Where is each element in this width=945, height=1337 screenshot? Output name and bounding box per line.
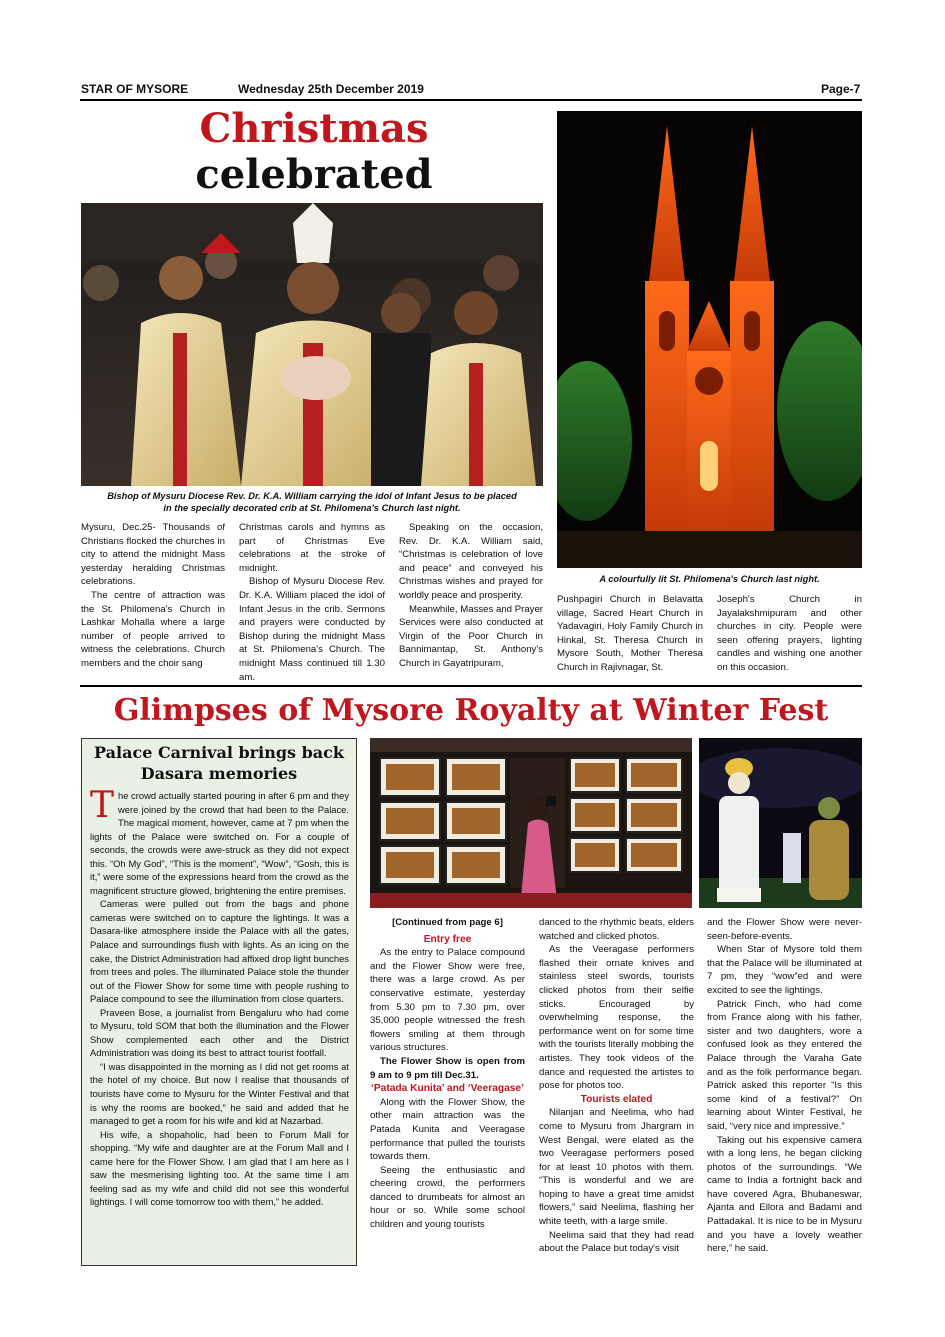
issue-date: Wednesday 25th December 2019 — [238, 82, 424, 96]
story1-c5-p1: Joseph's Church in Jayalakshmipuram and other churches in city. People were seen offering prayers, lighting candles and wishing one another on this occasion. — [717, 594, 862, 673]
palace-carnival-text — [90, 785, 349, 1209]
story2-column-2 — [370, 916, 525, 1232]
box-p2: Cameras were pulled out from the bags and phone cameras were switched on to capture the lightings. It was a Dasara-like atmosphere inside the Palace with all the gates, Palace and surroundings flush with lights. As an icing on the cake, the District Administration had affixed drop light bunches from trees and poles. The illuminated Palace stole the thunder out of the Flower Show for some time with people rushing to Palace compound to see the illumination from close quarters. — [90, 898, 349, 1005]
story2-c3-p1: danced to the rhythmic beats, elders watched and clicked photos. — [539, 917, 694, 942]
continued-note: [Continued from page 6] — [392, 917, 503, 928]
story1-c2-p1: Christmas carols and hymns as part of Christmas Eve celebrations at the stroke of midnight. — [239, 522, 385, 574]
tourists-subhead: Tourists elated — [580, 1093, 653, 1105]
story1-column-5 — [717, 593, 862, 675]
patada-subhead: ‘Patada Kunita’ and ‘Veeragase’ — [371, 1083, 524, 1095]
story2-c3-p2: As the Veeragase performers flashed their ornate knives and stainless steel swords, tourists clicked photos from their selfie sticks. Encouraged by overwhelming response, the performance went on for some time with the tourists literally mobbing the artistes. They took videos of the dance and requested the artistes to pose for photos too. — [539, 944, 694, 1092]
story2-c2-p2: Along with the Flower Show, the other main attraction was the Patada Kunita and Veeragase performance that pulled the tourists towards them. — [370, 1096, 525, 1163]
story2-c2-p3: Seeing the enthusiastic and cheering crowd, the performers danced to drumbeats for almost an hour or so. While some school children and young tourists — [370, 1164, 525, 1231]
story2-c2-p1: As the entry to Palace compound and the Flower Show were free, there was a large crowd. As per conservative estimate, yesterday from 5.30 pm to 7.30 pm, over 35,000 people witnessed the fresh flowers smiling at them through various structures. — [370, 947, 525, 1054]
story1-c2-p2: Bishop of Mysuru Diocese Rev. Dr. K.A. William placed the idol of Infant Jesus in the crib. Sermons and prayers were conducted by Bishop during the midnight Mass at St. Philomena's Church. The midnight Mass continued till 1.30 am. — [239, 576, 385, 683]
palace-carnival-title: Palace Carnival brings back Dasara memories — [94, 743, 344, 783]
box-p4: “I was disappointed in the morning as I did not get rooms at the hotel of my choice. But now I realise that thousands of tourists have come to Mysuru for the Winter Festival and that is why the rooms are booked,” he said and added that he managed to get a room for his wife and kid at Nazarbad. — [90, 1060, 349, 1127]
story1-c4-p1: Pushpagiri Church in Belavatta village, Sacred Heart Church in Yadavagiri, Holy Family Church in Hinkal, St. Theresa Church in Mysore South, Mother Theresa Church in Rajivnagar, St. — [557, 594, 703, 673]
box-p1: he crowd actually started pouring in after 6 pm and they were joined by the crowd that had been to the Palace. The magical moment, however, came at 7 pm when the lights of the Palace were switched on. For a couple of seconds, the crowds were awe-struck as they did not expect this. “Oh My God”, “This is the moment”, “Wow”, “Gosh, this is it,” were some of the expressions heard from the crowd as the magnificent structure glowed, brightening the entire premises. — [90, 790, 349, 896]
christmas-headline: Christmas celebrated — [195, 105, 433, 198]
box-p3: Praveen Bose, a journalist from Bengaluru who had come to Mysuru, told SOM that both the illumination and the Flower Show complemented each other and the District Administration was doing its best to attract tourist footfall. — [90, 1006, 349, 1059]
story2-c4-p4: Taking out his expensive camera with a long lens, he began clicking photos of the surroundings. “We came to India a fortnight back and have covered Agra, Bhubaneswar, Ajanta and Ellora and Badami and Pattadakal. It is nice to be in Mysuru and you have a lovely weather here,” he said. — [707, 1134, 862, 1255]
winter-fest-headline: Glimpses of Mysore Royalty at Winter Fest — [113, 693, 829, 728]
masthead-rule — [80, 99, 862, 101]
story1-c1-p1: Mysuru, Dec.25- Thousands of Christians flocked the churches in city to attend the midnight Mass yesterday heralding Christmas celebrations. — [81, 522, 225, 588]
story2-c4-p1: and the Flower Show were never-seen-before-events. — [707, 917, 862, 942]
flower-statue-photo — [699, 738, 862, 908]
photo-gallery-photo — [370, 738, 692, 908]
story1-c1-p2: The centre of attraction was the St. Philomena's Church in Lashkar Mohalla where a large number of people arrived to witness the celebrations. Church members and the choir sang — [81, 589, 225, 669]
story2-c3-p4: Neelima said that they had read about the Palace but today's visit — [539, 1229, 694, 1255]
story1-c3-p1: Speaking on the occasion, Rev. Dr. K.A. William said, “Christmas is celebration of love and peace” and conveyed his Christmas wishes and prayed for worldly peace and prosperity. — [399, 522, 543, 601]
story1-column-1 — [81, 521, 225, 671]
dropcap: T — [90, 785, 115, 826]
church-photo — [557, 111, 862, 568]
church-photo-caption: A colourfully lit St. Philomena's Church last night. — [599, 574, 820, 584]
story1-column-4 — [557, 593, 703, 675]
story2-column-4 — [707, 916, 862, 1256]
entry-free-subhead: Entry free — [423, 933, 472, 945]
story2-c4-p2: When Star of Mysore told them that the Palace will be illuminated at 7 pm, they “wow”ed and were excited to see the lightings. — [707, 944, 862, 996]
bishop-photo-caption: Bishop of Mysuru Diocese Rev. Dr. K.A. William carrying the idol of Infant Jesus to be placed in the specially decorated crib at St. Philomena's Church last night. — [107, 491, 517, 513]
story2-column-3 — [539, 916, 694, 1256]
story1-column-3 — [399, 521, 543, 671]
paper-name: STAR OF MYSORE — [81, 82, 189, 96]
story1-column-2 — [239, 521, 385, 684]
story2-c2-bold: The Flower Show is open from 9 am to 9 pm till Dec.31. — [370, 1055, 525, 1081]
box-p5: His wife, a shopaholic, had been to Forum Mall for shopping. “My wife and daughter are at the Forum Mall and I came here for the Flower Show. I am glad that I am here as I saw the mesmerising lighting too. At the same time I am feeling sad as my wife and child did not see this wonderful lightings. I will come tomorrow too with them,” he added. — [90, 1128, 349, 1208]
story2-c3-p3: Nilanjan and Neelima, who had come to Mysuru from Jhargram in West Bengal, were elated as the two Veeragase performers posed for at least 10 photos with them. “This is wonderful and we are hoping to have a great time amidst flowers,” said Neelima, flashing her white teeth, with a large smile. — [539, 1107, 694, 1228]
page-number: Page-7 — [821, 82, 861, 96]
bishop-photo — [81, 203, 543, 486]
story1-c3-p2: Meanwhile, Masses and Prayer Services were also conducted at Virgin of the Poor Church in Bannimantap, St. Anthony's Church in Gayatripuram, — [399, 603, 543, 669]
section-rule — [80, 685, 862, 687]
story2-c4-p3: Patrick Finch, who had come from France along with his father, sister and two daughters, wore a confused look as they entered the Palace through the Varaha Gate and as the folk performance began. Patrick asked this reporter “Is this some kind of a festival?” On learning about Winter Festival, he said, “very nice and impressive.” — [707, 998, 862, 1132]
